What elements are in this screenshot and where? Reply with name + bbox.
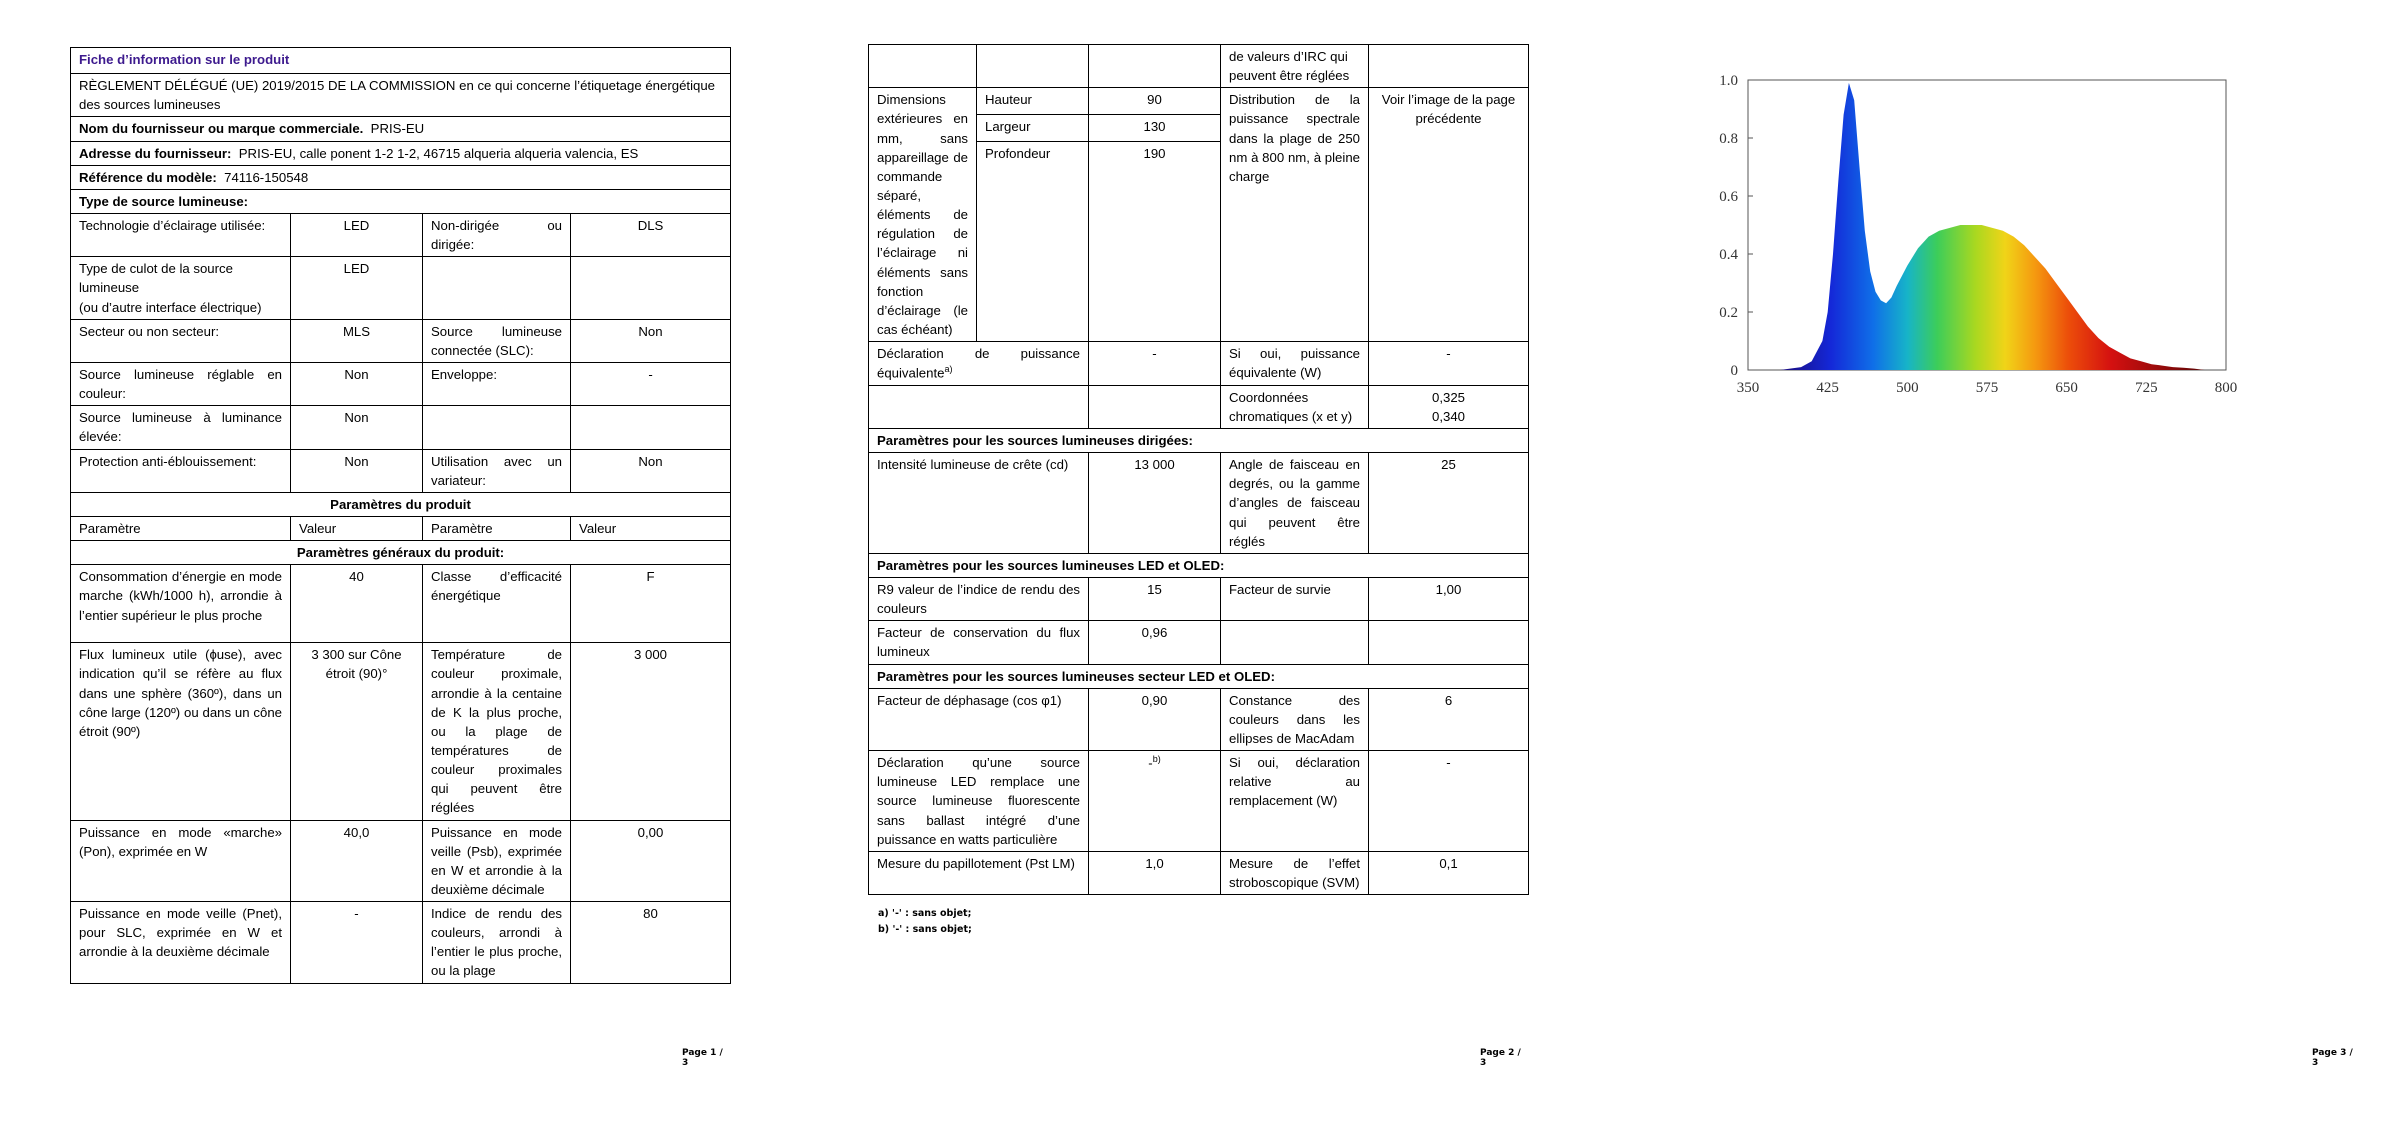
- x-tick-label: 350: [1736, 380, 1760, 396]
- page-number: Page 3 / 3: [2312, 1048, 2353, 1068]
- product-info-table-continued: [868, 44, 1529, 895]
- model-row: Référence du modèle: 74116-150548: [71, 165, 731, 189]
- x-tick-label: 725: [2135, 380, 2158, 396]
- footnote-a: a) '-' : sans objet;: [878, 908, 972, 919]
- type-header: Type de source lumineuse:: [71, 189, 731, 213]
- directed-header: Paramètres pour les sources lumineuses dirigées:: [869, 429, 1529, 453]
- table-row: Facteur de conservation du flux lumineux 0,96: [869, 621, 1529, 664]
- page-2: [868, 0, 1528, 1123]
- regulation-text: RÈGLEMENT DÉLÉGUÉ (UE) 2019/2015 DE LA COMMISSION en ce qui concerne l’étiquetage énergétique des sources lumineuses: [71, 74, 731, 117]
- table-row: Déclaration de puissance équivalente$^{a)}$ - Si oui, puissance équivalente (W) -: [869, 342, 1529, 386]
- table-row: Facteur de déphasage (cos φ1) 0,90 Constance des couleurs dans les ellipses de MacAdam 6: [869, 688, 1529, 750]
- general-header: Paramètres généraux du produit:: [71, 541, 731, 565]
- page-title: Fiche d’information sur le produit: [71, 48, 731, 74]
- led-header: Paramètres pour les sources lumineuses LED et OLED:: [869, 553, 1529, 577]
- dimensions-row: Dimensions extérieures en mm, sans appareillage de commande séparé, éléments de régulation de l’éclairage ni éléments sans fonction d’éclairage (le cas échéant) Hauteur 90 Distribution de la puissance spectrale dans la plage de 250 nm à 800 nm, à pleine charge Voir l’image de la page précédente: [869, 88, 1529, 115]
- column-headers: Paramètre Valeur Paramètre Valeur: [71, 516, 731, 540]
- spectral-distribution-chart: [1700, 60, 2260, 400]
- footnotes: [878, 906, 972, 937]
- x-tick-label: 650: [2055, 380, 2078, 396]
- table-row: Protection anti-éblouissement: Non Utilisation avec un variateur: Non: [71, 449, 731, 492]
- address-row: Adresse du fournisseur: PRIS-EU, calle ponent 1-2 1-2, 46715 alqueria alqueria valencia, ES: [71, 141, 731, 165]
- x-tick-label: 500: [1896, 380, 1919, 396]
- x-tick-label: 575: [1975, 380, 1999, 396]
- y-tick-label: 0.4: [1719, 247, 1738, 263]
- table-row: Source lumineuse à luminance élevée: Non: [71, 406, 731, 449]
- y-tick-label: 0.2: [1719, 305, 1738, 321]
- table-row: de valeurs d’IRC qui peuvent être réglées: [869, 45, 1529, 88]
- table-row: Coordonnées chromatiques (x et y) 0,325 0,340: [869, 385, 1529, 428]
- page-number: Page 1 / 3: [682, 1048, 723, 1068]
- x-tick-label: 800: [2214, 380, 2238, 396]
- table-row: Flux lumineux utile (ɸuse), avec indication qu’il se réfère au flux dans une sphère (360º), dans un cône large (120º) ou dans un cône étroit (90º) 3 300 sur Cône étroit (90)° Température de couleur proximale, arrondie à la centaine de K la plus proche, ou la plage de températures de couleur proximales qui peuvent être réglées 3 000: [71, 643, 731, 820]
- table-row: Déclaration qu’une source lumineuse LED remplace une source lumineuse fluorescente sans ballast intégré d’une puissance en watts particulière -$^{b)}$ Si oui, déclaration relative au remplacement (W) -: [869, 751, 1529, 852]
- y-tick-label: 1.0: [1719, 73, 1738, 89]
- table-row: Secteur ou non secteur: MLS Source lumineuse connectée (SLC): Non: [71, 319, 731, 362]
- spectrum-area: [1780, 83, 2205, 370]
- footnote-b: b) '-' : sans objet;: [878, 923, 972, 935]
- y-tick-label: 0: [1730, 363, 1738, 379]
- page-3: [1700, 0, 2360, 1123]
- y-tick-label: 0.6: [1719, 189, 1738, 205]
- table-row: Puissance en mode «marche» (Pon), exprimée en W 40,0 Puissance en mode veille (Psb), exprimée en W et arrondie à la deuxième décimale 0,00: [71, 820, 731, 902]
- table-row: Type de culot de la source lumineuse (ou d’autre interface électrique) LED: [71, 257, 731, 319]
- y-tick-label: 0.8: [1719, 131, 1738, 147]
- table-row: Consommation d’énergie en mode marche (kWh/1000 h), arrondie à l’entier supérieur le plus proche 40 Classe d’efficacité énergétique F: [71, 565, 731, 643]
- table-row: Intensité lumineuse de crête (cd) 13 000 Angle de faisceau en degrés, ou la gamme d’angles de faisceau qui peuvent être réglés 25: [869, 453, 1529, 554]
- product-info-table: [70, 47, 731, 984]
- table-row: Puissance en mode veille (Pnet), pour SLC, exprimée en W et arrondie à la deuxième décimale - Indice de rendu des couleurs, arrondi à l’entier le plus proche, ou la plage 80: [71, 902, 731, 984]
- table-row: Source lumineuse réglable en couleur: Non Enveloppe: -: [71, 362, 731, 405]
- params-header: Paramètres du produit: [71, 492, 731, 516]
- page-1: [70, 0, 730, 1123]
- dimensions-row: Profondeur 190: [869, 142, 1529, 342]
- mains-header: Paramètres pour les sources lumineuses secteur LED et OLED:: [869, 664, 1529, 688]
- x-tick-label: 425: [1816, 380, 1839, 396]
- table-row: Mesure du papillotement (Pst LM) 1,0 Mesure de l’effet stroboscopique (SVM) 0,1: [869, 851, 1529, 894]
- table-row: Technologie d’éclairage utilisée: LED Non-dirigée ou dirigée: DLS: [71, 213, 731, 256]
- page-number: Page 2 / 3: [1480, 1048, 1521, 1068]
- table-row: R9 valeur de l’indice de rendu des couleurs 15 Facteur de survie 1,00: [869, 578, 1529, 621]
- supplier-row: Nom du fournisseur ou marque commerciale. PRIS-EU: [71, 117, 731, 141]
- dimensions-row: Largeur 130: [869, 115, 1529, 142]
